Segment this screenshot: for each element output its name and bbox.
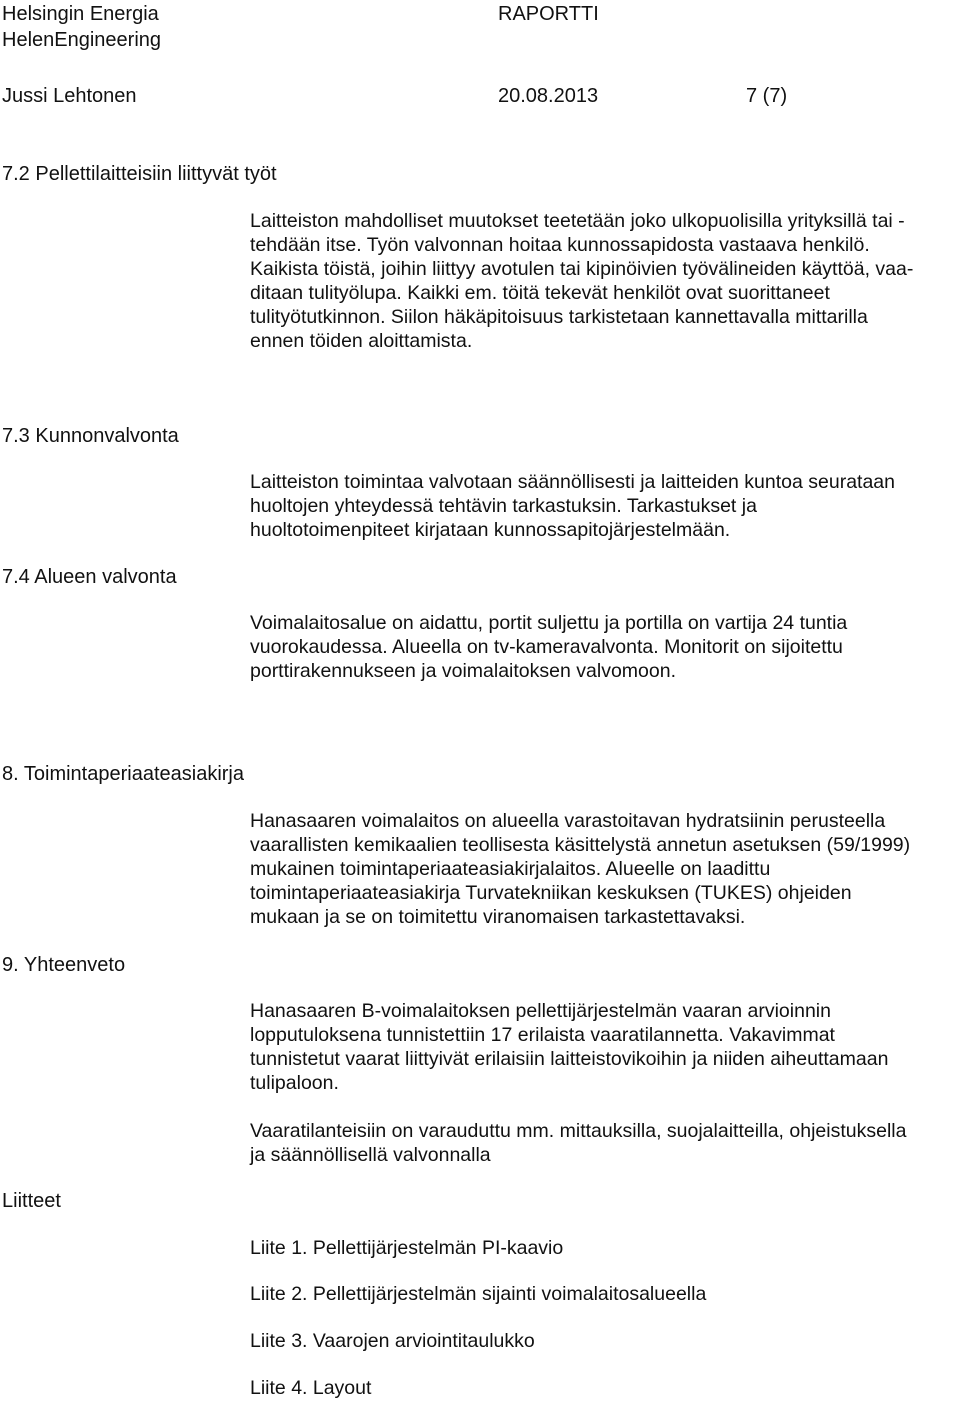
- header-unit: HelenEngineering: [2, 29, 162, 51]
- text-line: Voimalaitosalue on aidattu, portit suljettu ja portilla on vartija 24 tuntia: [250, 612, 848, 634]
- text-line: toimintaperiaateasiakirja Turvatekniikan keskuksen (TUKES) ohjeiden: [250, 882, 852, 904]
- attachment-item: Liite 2. Pellettijärjestelmän sijainti voimalaitosalueella: [250, 1283, 707, 1305]
- attachment-item: Liite 4. Layout: [250, 1377, 372, 1399]
- section-9-heading: 9. Yhteenveto: [2, 954, 126, 976]
- text-line: tulityötutkinnon. Siilon häkäpitoisuus tarkistetaan kannettavalla mittarilla: [250, 306, 868, 328]
- section-9-paragraph-1: [250, 999, 955, 1095]
- attachment-item: Liite 3. Vaarojen arviointitaulukko: [250, 1330, 535, 1352]
- section-9-paragraph-2: [250, 1119, 955, 1167]
- text-line: ditaan tulityölupa. Kaikki em. töitä tekevät henkilöt ovat suorittaneet: [250, 282, 830, 304]
- text-line: Hanasaaren voimalaitos on alueella varastoitavan hydratsiinin perusteella: [250, 810, 886, 832]
- text-line: porttirakennukseen ja voimalaitoksen valvomoon.: [250, 660, 676, 682]
- text-line: Hanasaaren B-voimalaitoksen pellettijärjestelmän vaaran arvioinnin: [250, 1000, 831, 1022]
- text-line: lopputuloksena tunnistettiin 17 erilaista vaaratilannetta. Vakavimmat: [250, 1024, 835, 1046]
- text-line: tunnistetut vaarat liittyivät erilaisiin laitteistovikoihin ja niiden aiheuttamaan: [250, 1048, 889, 1070]
- text-line: vuorokaudessa. Alueella on tv-kameravalvonta. Monitorit on sijoitettu: [250, 636, 843, 658]
- text-line: Kaikista töistä, joihin liittyy avotulen tai kipinöivien työvälineiden käyttöä, vaa-: [250, 258, 914, 280]
- text-line: tehdään itse. Työn valvonnan hoitaa kunnossapidosta vastaava henkilö.: [250, 234, 870, 256]
- text-line: huoltojen yhteydessä tehtävin tarkastuksin. Tarkastukset ja: [250, 495, 757, 517]
- text-line: ennen töiden aloittamista.: [250, 330, 473, 352]
- section-7-2-body: [250, 209, 955, 353]
- section-7-3-body: [250, 470, 955, 542]
- section-7-4-heading: 7.4 Alueen valvonta: [2, 566, 177, 588]
- header-page-number: 7 (7): [746, 85, 788, 107]
- header-date: 20.08.2013: [498, 85, 599, 107]
- text-line: vaarallisten kemikaalien teollisesta käsittelystä annetun asetuksen (59/1999): [250, 834, 911, 856]
- text-line: mukaan ja se on toimitettu viranomaisen tarkastettavaksi.: [250, 906, 746, 928]
- section-8-heading: 8. Toimintaperiaateasiakirja: [2, 763, 244, 785]
- header-company: Helsingin Energia: [2, 3, 159, 25]
- text-line: huoltotoimenpiteet kirjataan kunnossapitojärjestelmään.: [250, 519, 731, 541]
- text-line: ja säännöllisellä valvonnalla: [250, 1144, 491, 1166]
- text-line: tulipaloon.: [250, 1072, 339, 1094]
- section-7-3-heading: 7.3 Kunnonvalvonta: [2, 425, 179, 447]
- header-doc-type: RAPORTTI: [498, 3, 599, 25]
- text-line: Vaaratilanteisiin on varauduttu mm. mittauksilla, suojalaitteilla, ohjeistuksella: [250, 1120, 907, 1142]
- section-8-body: [250, 809, 955, 929]
- text-line: Laitteiston mahdolliset muutokset teetetään joko ulkopuolisilla yrityksillä tai -: [250, 210, 905, 232]
- header-author: Jussi Lehtonen: [2, 85, 137, 107]
- text-line: Laitteiston toimintaa valvotaan säännöllisesti ja laitteiden kuntoa seurataan: [250, 471, 895, 493]
- text-line: mukainen toimintaperiaateasiakirjalaitos. Alueelle on laadittu: [250, 858, 771, 880]
- attachments-heading: Liitteet: [2, 1190, 61, 1212]
- section-7-2-heading: 7.2 Pellettilaitteisiin liittyvät työt: [2, 163, 277, 185]
- section-7-4-body: [250, 611, 955, 683]
- attachment-item: Liite 1. Pellettijärjestelmän PI-kaavio: [250, 1237, 564, 1259]
